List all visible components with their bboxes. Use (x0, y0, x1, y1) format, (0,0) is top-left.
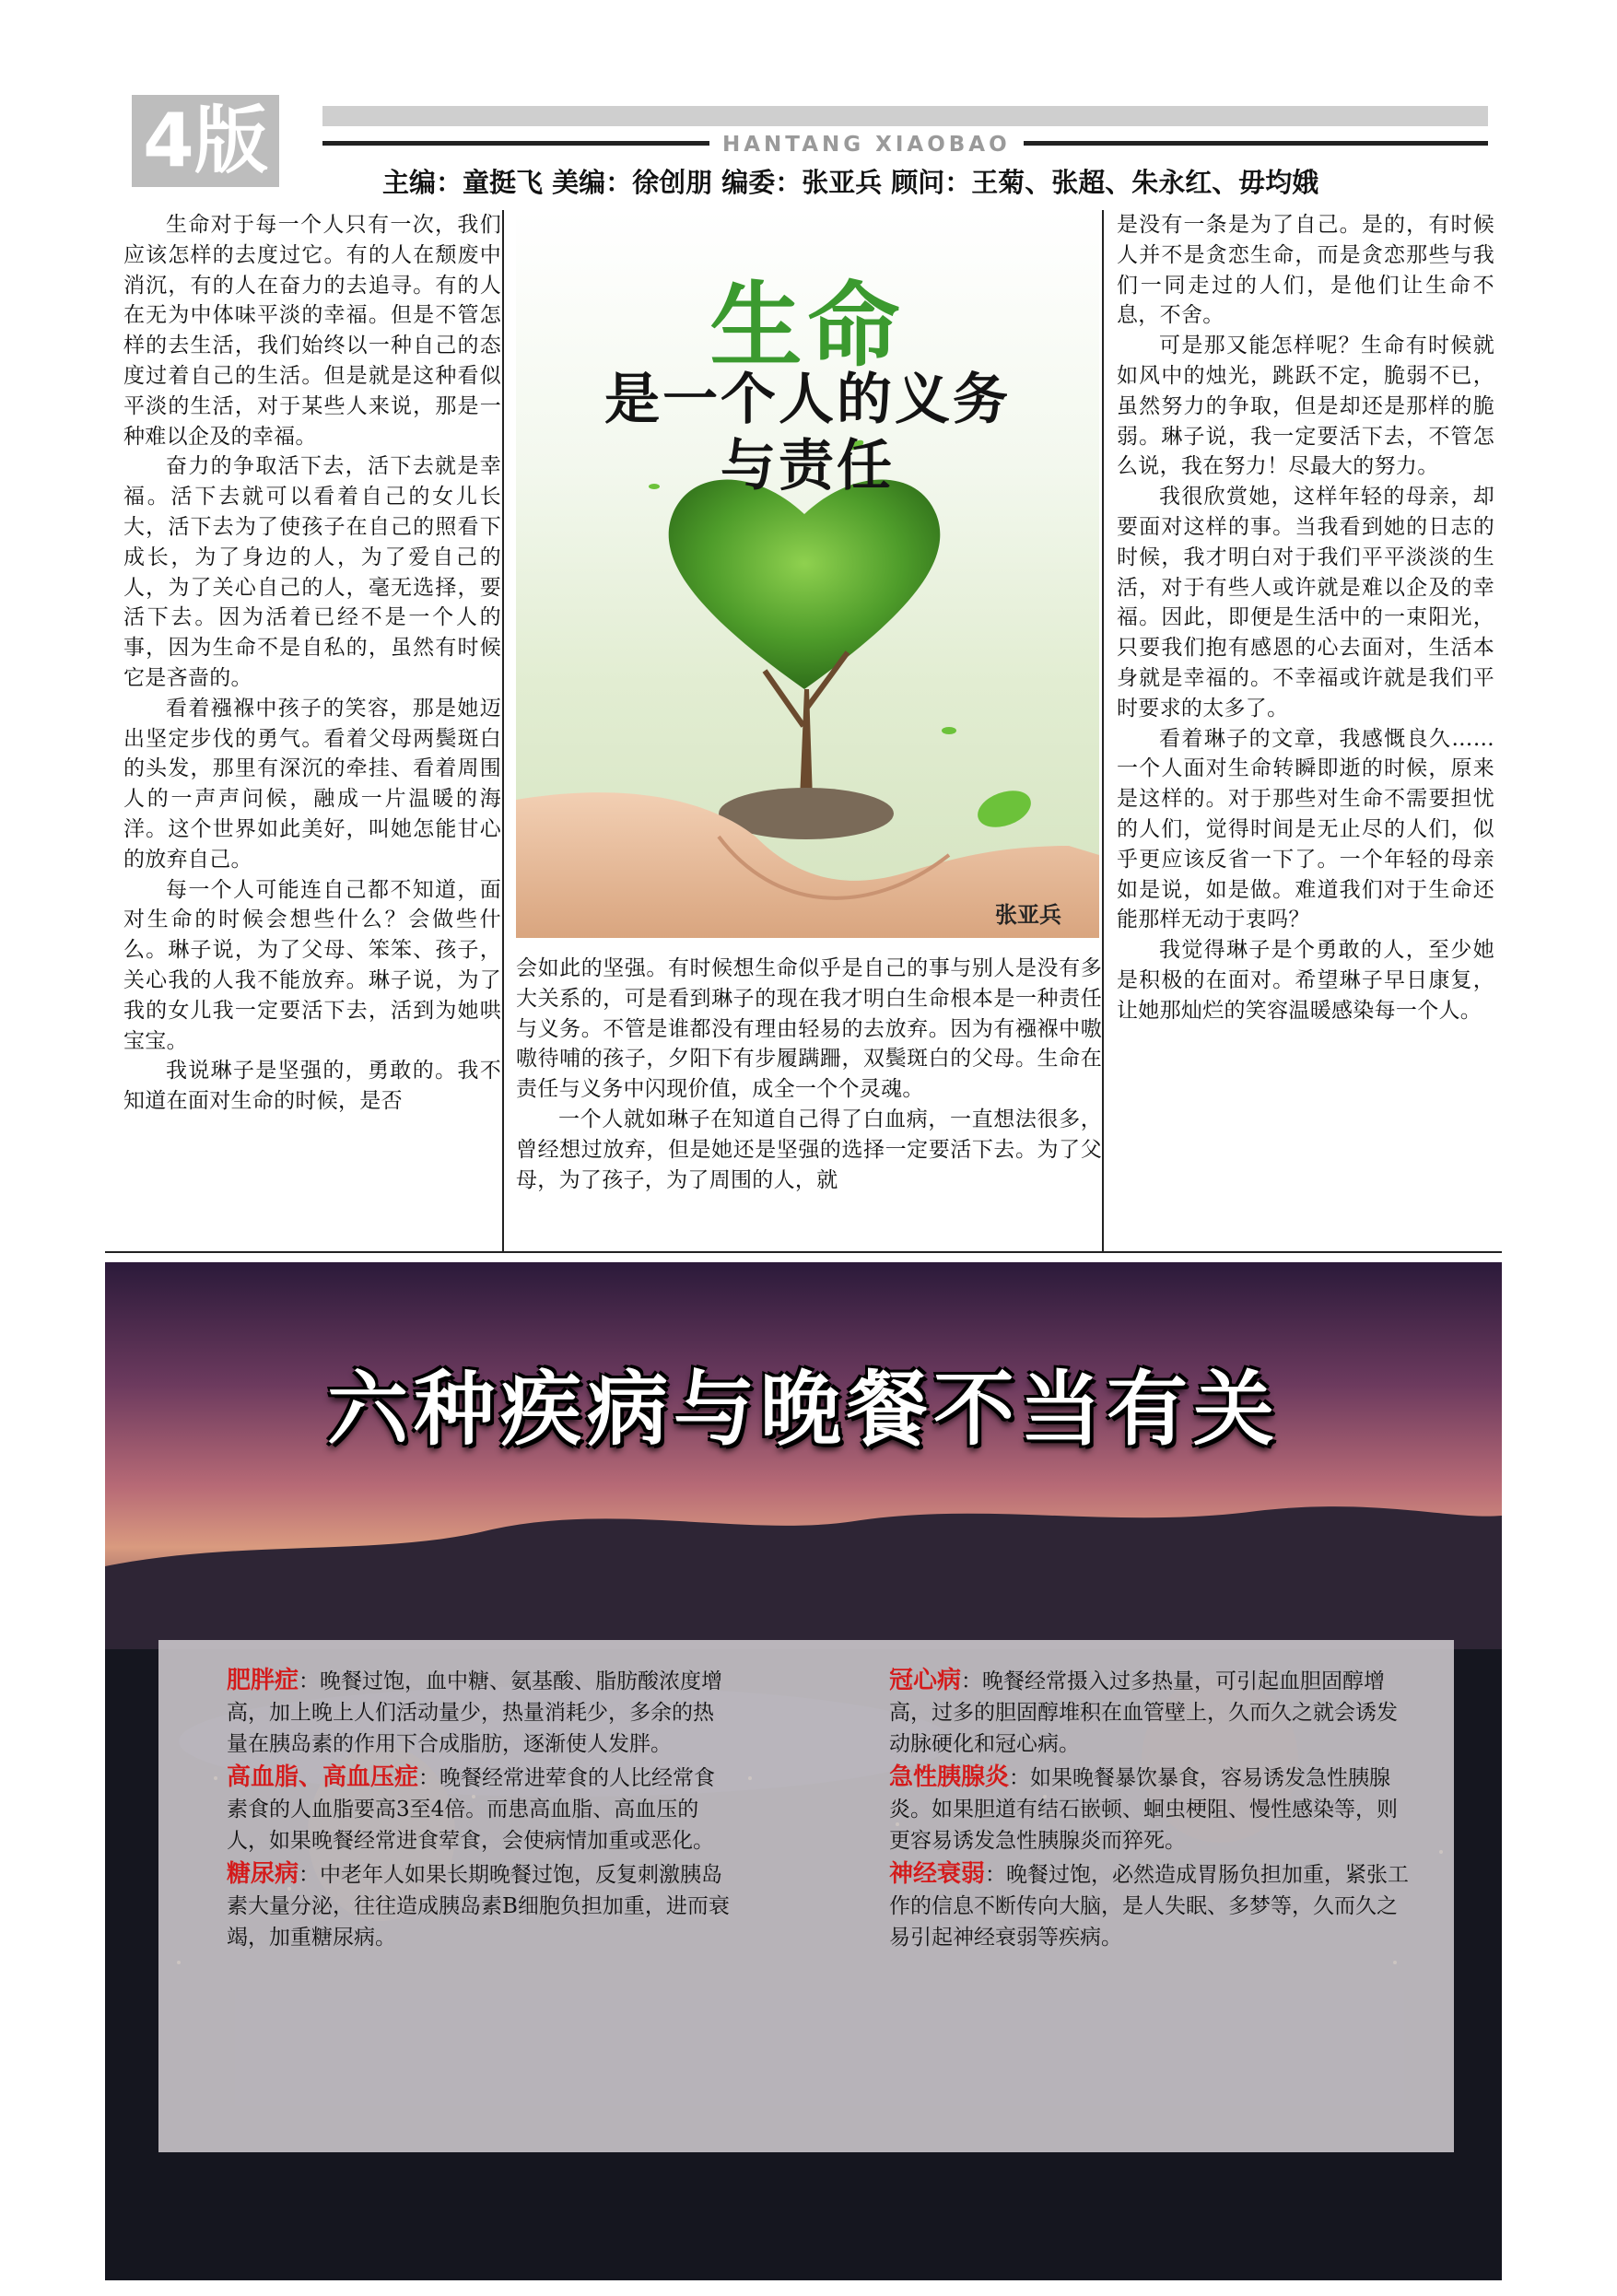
paragraph: 我觉得琳子是个勇敢的人，至少她是积极的在面对。希望琳子早日康复，让她那灿烂的笑容温暖感染每一个人。 (1117, 938, 1494, 1023)
paragraph: 是没有一条是为了自己。是的，有时候人并不是贪恋生命，而是贪恋那些与我们一同走过的人们，是他们让生命不息，不舍。 (1117, 213, 1494, 328)
disease-name: 神经衰弱 (889, 1860, 986, 1888)
paragraph: 生命对于每一个人只有一次，我们应该怎样的去度过它。有的人在颓废中消沉，有的人在奋力的去追寻。有的人在无为中体味平淡的幸福。但是不管怎样的去生活，我们始终以一种自己的态度过着自己的生活。但是就是这种看似平淡的生活，对于某些人来说，那是一种难以企及的幸福。 (123, 213, 501, 449)
disease-desc: ：中老年人如果长期晚餐过饱，反复刺激胰岛素大量分泌，往往造成胰岛素B细胞负担加重，进而衰竭，加重糖尿病。 (227, 1863, 730, 1950)
disease-list-left (227, 1665, 732, 1955)
disease-item (227, 1858, 732, 1953)
paragraph: 我说琳子是坚强的，勇敢的。我不知道在面对生命的时候，是否 (123, 1059, 501, 1114)
disease-desc: ：晚餐经常摄入过多热量，可引起血胆固醇增高，过多的胆固醇堆积在血管壁上，久而久之就会诱发动脉硬化和冠心病。 (889, 1669, 1398, 1756)
header-bar (322, 106, 1488, 126)
disease-name: 糖尿病 (227, 1860, 299, 1888)
column-divider (502, 210, 504, 1251)
disease-desc: ：晚餐经常进荤食的人比经常食素食的人血脂要高3至4倍。而患高血脂、高血压的人，如果晚餐经常进食荤食，会使病情加重或恶化。 (227, 1766, 716, 1853)
disease-desc: ：晚餐过饱，血中糖、氨基酸、脂肪酸浓度增高，加上晚上人们活动量少，热量消耗少，多余的热量在胰岛素的作用下合成脂肪，逐渐使人发胖。 (227, 1669, 723, 1756)
masthead: HANTANG XIAOBAO (709, 133, 1024, 157)
article-title-sub-line1: 是一个人的义务 (604, 368, 1011, 432)
article-author: 张亚兵 (995, 902, 1061, 928)
paragraph: 每一个人可能连自己都不知道，面对生命的时候会想些什么？会做些什么。琳子说，为了父母、笨笨、孩子，关心我的人我不能放弃。琳子说，为了我的女儿我一定要活下去，活到为她哄宝宝。 (123, 877, 501, 1053)
disease-desc: ：晚餐过饱，必然造成胃肠负担加重，紧张工作的信息不断传向大脑，是人失眠、多梦等，久而久之易引起神经衰弱等疾病。 (889, 1863, 1410, 1950)
disease-item (889, 1665, 1412, 1760)
section-divider (105, 1251, 1502, 1253)
disease-item (889, 1762, 1412, 1857)
disease-name: 高血脂、高血压症 (227, 1763, 419, 1791)
disease-item (889, 1858, 1412, 1953)
disease-desc: ：如果晚餐暴饮暴食，容易诱发急性胰腺炎。如果胆道有结石嵌顿、蛔虫梗阻、慢性感染等，则更容易诱发急性胰腺炎而猝死。 (889, 1766, 1398, 1853)
paragraph: 看着襁褓中孩子的笑容，那是她迈出坚定步伐的勇气。看着父母两鬓斑白的头发，那里有深沉的牵挂、看着周围人的一声声问候，融成一片温暖的海洋。这个世界如此美好，叫她怎能甘心的放弃自己。 (123, 696, 501, 872)
article-column-3 (1117, 210, 1494, 1237)
disease-name: 冠心病 (889, 1667, 962, 1694)
column-divider (1102, 210, 1104, 1251)
page-number-badge (132, 95, 279, 187)
disease-name: 肥胖症 (227, 1667, 299, 1694)
article-title-sub (516, 367, 1099, 499)
disease-name: 急性胰腺炎 (889, 1763, 1010, 1791)
section-title: 六种疾病与晚餐不当有关 (326, 1362, 1280, 1457)
article-title-main: 生命 (709, 272, 906, 380)
disease-item (227, 1762, 732, 1857)
article-column-1 (123, 210, 501, 1251)
disease-item (227, 1665, 732, 1760)
article-column-2 (516, 954, 1102, 1248)
article-hero-image (516, 210, 1099, 938)
article-title-sub-line2: 与责任 (721, 434, 895, 498)
paragraph: 可是那又能怎样呢？生命有时候就如风中的烛光，跳跃不定，脆弱不已，虽然努力的争取，但是却还是那样的脆弱。琳子说，我一定要活下去，不管怎么说，我在努力！尽最大的努力。 (1117, 334, 1494, 479)
paragraph: 一个人就如琳子在知道自己得了白血病，一直想法很多，曾经想过放弃，但是她还是坚强的选择一定要活下去。为了父母，为了孩子，为了周围的人，就 (516, 1107, 1102, 1192)
paragraph: 会如此的坚强。有时候想生命似乎是自己的事与别人是没有多大关系的，可是看到琳子的现在我才明白生命根本是一种责任与义务。不管是谁都没有理由轻易的去放弃。因为有襁褓中嗷嗷待哺的孩子，夕阳下有步履蹒跚，双鬓斑白的父母。生命在责任与义务中闪现价值，成全一个个灵魂。 (516, 956, 1102, 1102)
paragraph: 我很欣赏她，这样年轻的母亲，却要面对这样的事。当我看到她的日志的时候，我才明白对于我们平平淡淡的生活，对于有些人或许就是难以企及的幸福。因此，即便是生活中的一束阳光，只要我们抱有感恩的心去面对，生活本身就是幸福的。不幸福或许就是我们平时要求的太多了。 (1117, 485, 1494, 720)
staff-line: 主编：童挺飞 美编：徐创朋 编委：张亚兵 顾问：王菊、张超、朱永红、毋均娥 (382, 167, 1319, 198)
paragraph: 奋力的争取活下去，活下去就是幸福。活下去就可以看着自己的女儿长大，活下去为了使孩子在自己的照看下成长，为了身边的人，为了爱自己的人，为了关心自己的人，毫无选择，要活下去。因为活着已经不是一个人的事，因为生命不是自私的，虽然有时候它是吝啬的。 (123, 454, 501, 690)
paragraph: 看着琳子的文章，我感慨良久……一个人面对生命转瞬即逝的时候，原来是这样的。对于那些对生命不需要担忧的人们，觉得时间是无止尽的人们，似乎更应该反省一下了。一个年轻的母亲如是说，如是做。难道我们对于生命还能那样无动于衷吗？ (1117, 726, 1494, 932)
disease-list-right (889, 1665, 1412, 1955)
page-number: 4版 (143, 98, 268, 183)
